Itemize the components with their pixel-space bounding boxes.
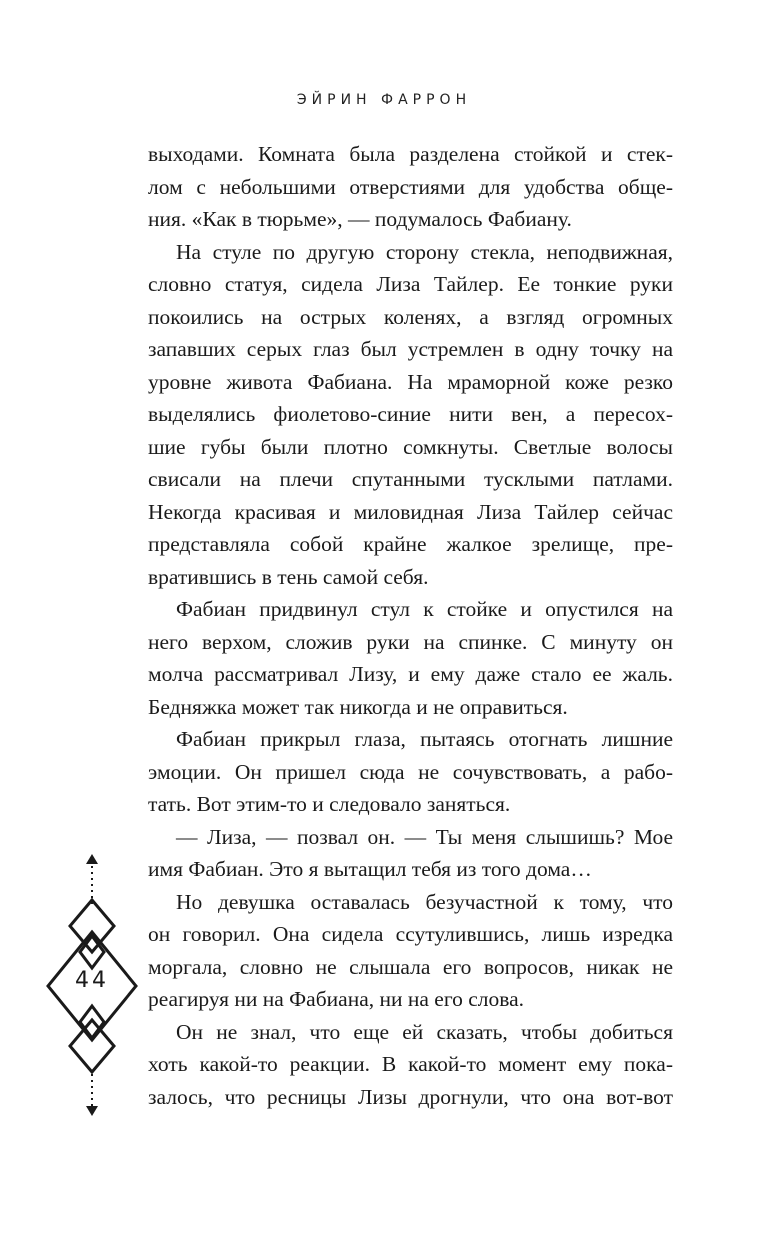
text-line: свисали на плечи спутанными тусклыми патлами. (148, 467, 673, 491)
text-line: запавших серых глаз был устремлен в одну точку на (148, 337, 673, 361)
paragraph-6 (148, 886, 673, 1016)
arrow-up-icon (86, 854, 98, 864)
arrow-down-icon (86, 1106, 98, 1116)
text-line: он говорил. Она сидела ссутулившись, лишь изредка (148, 922, 673, 946)
body-text (148, 138, 673, 1113)
text-line: реагируя ни на Фабиана, ни на его слова. (148, 987, 525, 1011)
paragraph-4 (148, 723, 673, 821)
text-line: молча рассматривал Лизу, и ему даже стало ее жаль. (148, 662, 673, 686)
small-diamond-top (70, 900, 114, 952)
text-line: Фабиан прикрыл глаза, пытаясь отогнать лишние (176, 727, 673, 751)
text-line: моргала, словно не слышала его вопросов, никак не (148, 954, 673, 979)
text-line: тать. Вот этим-то и следовало заняться. (148, 792, 511, 816)
text-line: — Лиза, — позвал он. — Ты меня слышишь? Мое (176, 824, 673, 849)
paragraph-7 (148, 1016, 673, 1114)
running-head-author: ЭЙРИН ФАРРОН (296, 92, 472, 108)
text-line: представляла собой крайне жалкое зрелище, пре- (148, 532, 673, 556)
text-line: него верхом, сложив руки на спинке. С минуту он (148, 629, 673, 654)
folio-ornament (40, 850, 144, 1120)
text-line: На стуле по другую сторону стекла, неподвижная, (176, 239, 673, 264)
paragraph-5 (148, 821, 673, 886)
text-line: залось, что ресницы Лизы дрогнули, что она вот-вот (148, 1084, 673, 1109)
text-line: вратившись в тень самой себя. (148, 564, 429, 589)
text-line: эмоции. Он пришел сюда не сочувствовать, а рабо- (148, 759, 673, 784)
text-line: имя Фабиан. Это я вытащил тебя из того дома… (148, 857, 592, 881)
text-line: Бедняжка может так никогда и не оправиться. (148, 694, 568, 719)
text-line: уровне живота Фабиана. На мраморной коже резко (148, 369, 673, 394)
page-number: 44 (75, 968, 109, 993)
text-line: хоть какой-то реакции. В какой-то момент ему пока- (148, 1052, 673, 1076)
text-line: словно статуя, сидела Лиза Тайлер. Ее тонкие руки (148, 272, 673, 296)
text-line: выделялись фиолетово-синие нити вен, а пересох- (148, 402, 673, 426)
text-line: Некогда красивая и миловидная Лиза Тайлер сейчас (148, 499, 673, 524)
small-diamond-bottom (70, 1020, 114, 1072)
text-line: шие губы были плотно сомкнуты. Светлые волосы (148, 434, 673, 459)
paragraph-2 (148, 236, 673, 594)
text-line: лом с небольшими отверстиями для удобства обще- (148, 174, 673, 199)
text-line: Фабиан придвинул стул к стойке и опустился на (176, 597, 673, 621)
text-line: выходами. Комната была разделена стойкой и стек- (148, 142, 673, 166)
text-line: ния. «Как в тюрьме», — подумалось Фабиану. (148, 207, 572, 231)
text-line: Он не знал, что еще ей сказать, чтобы добиться (176, 1019, 673, 1044)
paragraph-1 (148, 138, 673, 236)
text-line: покоились на острых коленях, а взгляд огромных (148, 304, 673, 329)
paragraph-3 (148, 593, 673, 723)
text-line: Но девушка оставалась безучастной к тому, что (176, 889, 673, 914)
